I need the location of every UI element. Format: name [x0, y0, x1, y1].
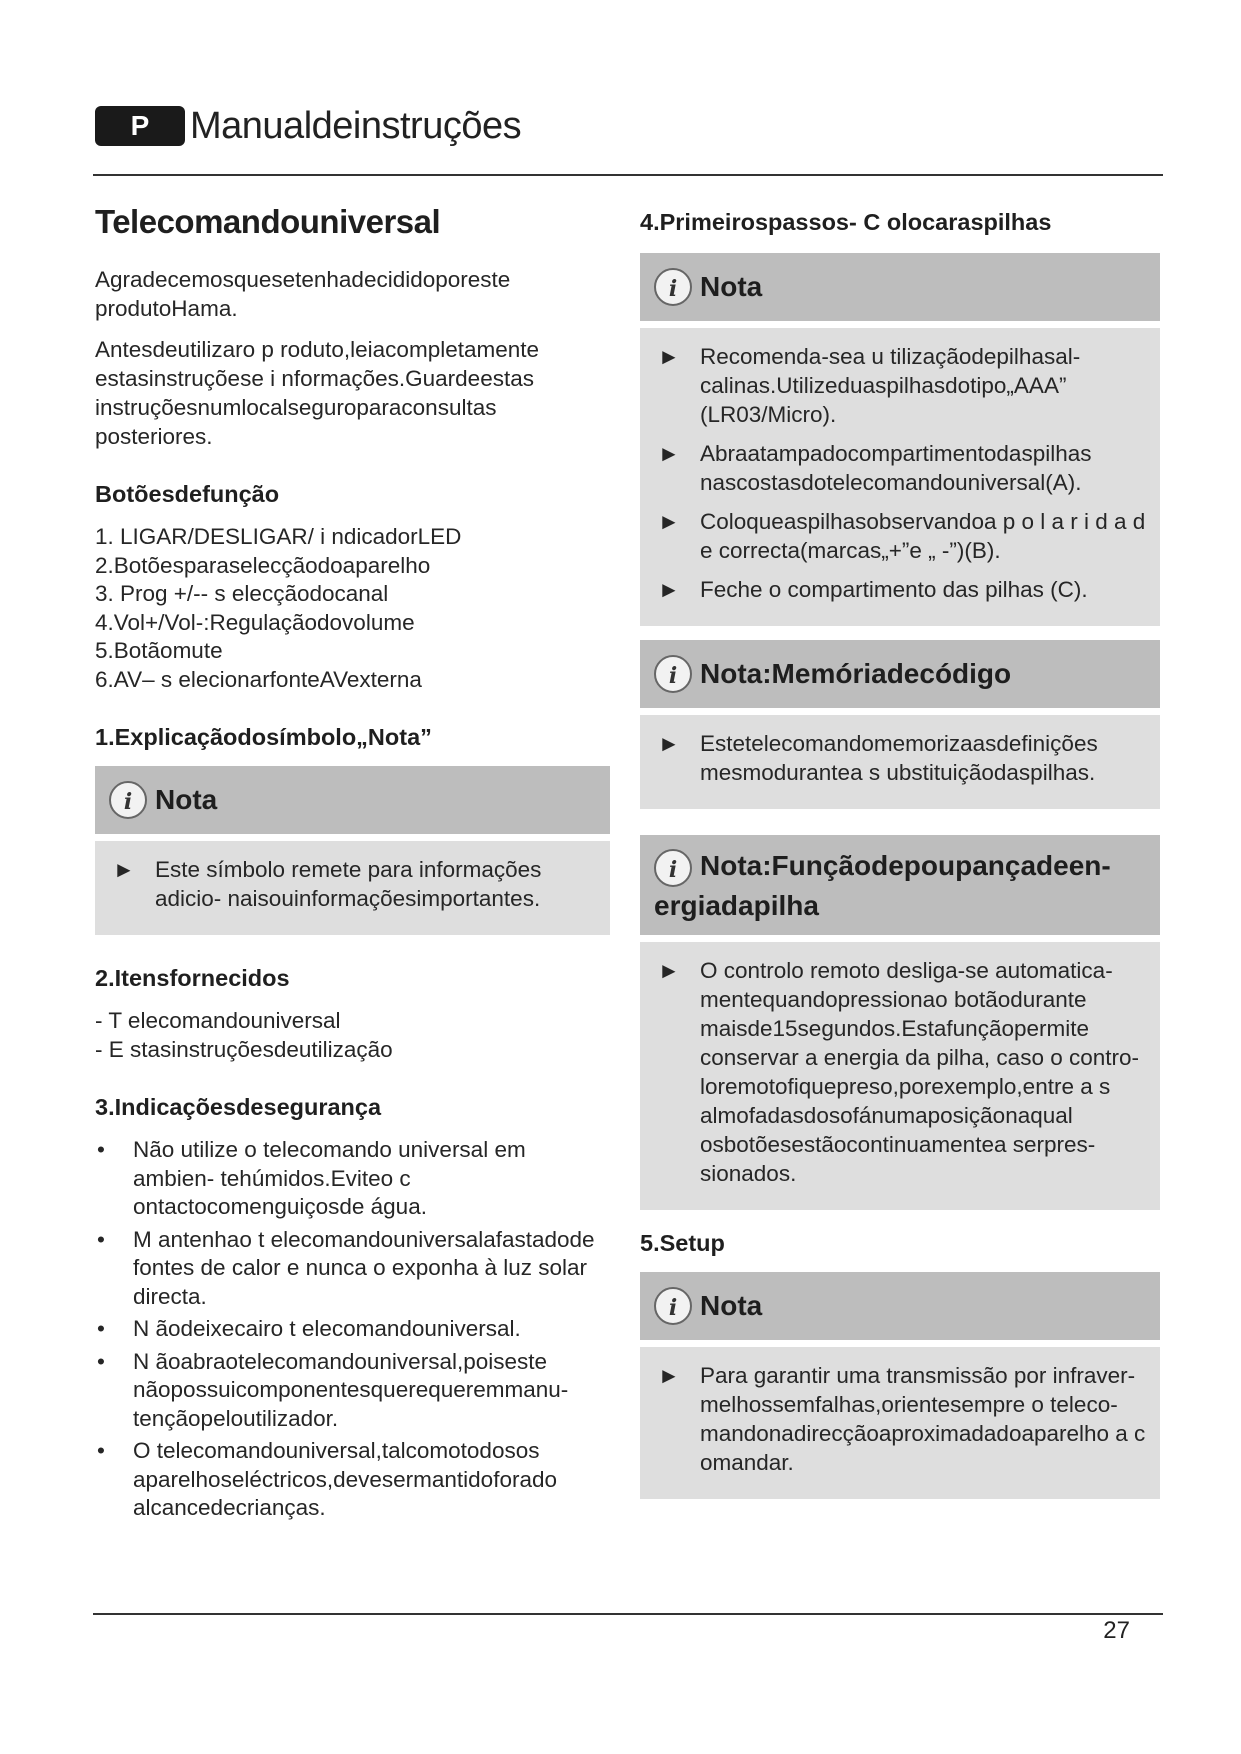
note-body — [95, 841, 610, 935]
energy-note-box — [640, 835, 1160, 1210]
list-item: • N ãodeixecairo t elecomandouniversal. — [95, 1315, 610, 1344]
note-header — [95, 766, 610, 834]
note-text: Para garantir uma transmissão por infraver- melhossemfalhas,orientesempre o teleco- mandonadirecçãoaproximadadoaparelho a c omandar. — [700, 1362, 1146, 1475]
note-title: Nota — [700, 271, 763, 302]
note-title: Nota:Memóriadecódigo — [700, 658, 1012, 689]
note-item — [654, 956, 1146, 1188]
note-body — [640, 1347, 1160, 1499]
info-icon: i — [654, 1287, 692, 1325]
header-divider — [93, 174, 1163, 176]
note-header — [640, 835, 1160, 935]
section-3-heading: 3.Indicaçõesdesegurança — [95, 1094, 382, 1120]
list-item: 1. LIGAR/DESLIGAR/ i ndicadorLED — [95, 524, 462, 549]
list-item: 4.Vol+/Vol-:Regulaçãodovolume — [95, 609, 415, 635]
note-text: Estetelecomandomemorizaasdefinições mesmodurantea s ubstituiçãodaspilhas. — [700, 731, 1098, 785]
info-icon: i — [654, 849, 692, 887]
right-column — [640, 195, 1160, 1513]
section-4-heading: 4.Primeirospassos- C olocaraspilhas — [640, 209, 1052, 235]
note-item — [654, 575, 1146, 604]
section-5-heading: 5.Setup — [640, 1229, 725, 1256]
play-arrow-icon: ► — [658, 957, 680, 983]
note-title: Nota — [700, 1289, 763, 1321]
play-arrow-icon: ► — [658, 441, 680, 466]
page-header — [95, 100, 1155, 175]
note-box — [95, 766, 610, 935]
note-item — [109, 855, 596, 913]
supplied-items-list — [95, 1007, 610, 1064]
note-text: Feche o compartimento das pilhas (C). — [700, 577, 1088, 602]
play-arrow-icon: ► — [658, 1362, 680, 1388]
list-item: 6.AV– s elecionarfonteAVexterna — [95, 666, 422, 692]
info-icon: i — [654, 655, 692, 693]
note-text: Coloqueaspilhasobservandoa p o l a r i d a d e correcta(marcas„+”e „ -”)(B). — [700, 509, 1146, 563]
safety-list — [95, 1136, 610, 1523]
list-item: - T elecomandouniversal — [95, 1008, 341, 1033]
language-badge: P — [95, 106, 185, 146]
list-item: 3. Prog +/-- s elecçãodocanal — [95, 581, 389, 606]
note-box — [640, 1272, 1160, 1499]
list-item: • Não utilize o telecomando universal em ambien- tehúmidos.Eviteo c ontactocomenguiçosde água. — [95, 1136, 610, 1222]
note-item — [654, 729, 1146, 787]
play-arrow-icon: ► — [658, 577, 680, 602]
note-item — [654, 1361, 1146, 1477]
page-number: 27 — [1103, 1617, 1130, 1644]
left-column — [95, 195, 610, 1527]
note-item — [654, 342, 1146, 429]
functions-heading: Botõesdefunção — [95, 481, 280, 507]
page-title: Manualdeinstruções — [190, 105, 522, 147]
note-text: O controlo remoto desliga-se automatica- mentequandopressionao botãodurante maisde15segundos.Estafunçãopermite conservar a energia da pilha, caso o contro- loremotofiquepreso,porexemplo,entre a s almofadasdosofánumaposiçãonaqual osbotõesestãocontinuamentea serpres- sionados. — [700, 957, 1140, 1186]
intro-paragraph-1: Agradecemosquesetenhadecididoporeste produtoHama. — [95, 267, 511, 321]
info-icon: i — [109, 781, 147, 819]
note-item — [654, 507, 1146, 565]
functions-list — [95, 523, 610, 694]
note-header — [640, 253, 1160, 321]
document-title: Telecomandouniversal — [95, 203, 441, 240]
list-item: • N ãoabraotelecomandouniversal,poiseste nãopossuicomponentesquerequeremmanu- tençãopeloutilizador. — [95, 1348, 610, 1434]
play-arrow-icon: ► — [658, 344, 680, 369]
note-header — [640, 1272, 1160, 1340]
memory-note-box — [640, 640, 1160, 809]
intro-paragraph-2: Antesdeutilizaro p roduto,leiacompletamente estasinstruçõese i nformações.Guardeestas instruçõesnumlocalseguroparaconsultas posteriores. — [95, 337, 540, 449]
note-text: Este símbolo remete para informações adicio- naisouinformaçõesimportantes. — [155, 857, 542, 911]
play-arrow-icon: ► — [658, 731, 680, 756]
note-body — [640, 328, 1160, 626]
note-header — [640, 640, 1160, 708]
section-2-heading: 2.Itensfornecidos — [95, 965, 290, 991]
info-icon: i — [654, 268, 692, 306]
play-arrow-icon: ► — [113, 857, 135, 882]
list-item: 2.Botõesparaselecçãodoaparelho — [95, 552, 431, 578]
note-title: Nota — [155, 784, 218, 815]
list-item: • M antenhao t elecomandouniversalafastadode fontes de calor e nunca o exponha à luz solar directa. — [95, 1226, 610, 1312]
list-item: - E stasinstruçõesdeutilização — [95, 1036, 393, 1062]
note-title: Nota:Funçãodepoupançadeen- ergiadapilha — [654, 850, 1111, 921]
list-item: • O telecomandouniversal,talcomotodosos aparelhoseléctricos,devesermantidoforado alcancedecrianças. — [95, 1437, 610, 1523]
play-arrow-icon: ► — [658, 509, 680, 534]
note-text: Recomenda-sea u tilizaçãodepilhasal- calinas.Utilizeduaspilhasdotipo„AAA” (LR03/Micro). — [700, 344, 1081, 427]
list-item: 5.Botãomute — [95, 638, 223, 663]
note-box — [640, 253, 1160, 626]
note-body — [640, 715, 1160, 809]
section-1-heading: 1.Explicaçãodosímbolo„Nota” — [95, 724, 432, 750]
note-text: Abraatampadocompartimentodaspilhas nascostasdotelecomandouniversal(A). — [700, 441, 1092, 495]
note-body — [640, 942, 1160, 1210]
note-item — [654, 439, 1146, 497]
